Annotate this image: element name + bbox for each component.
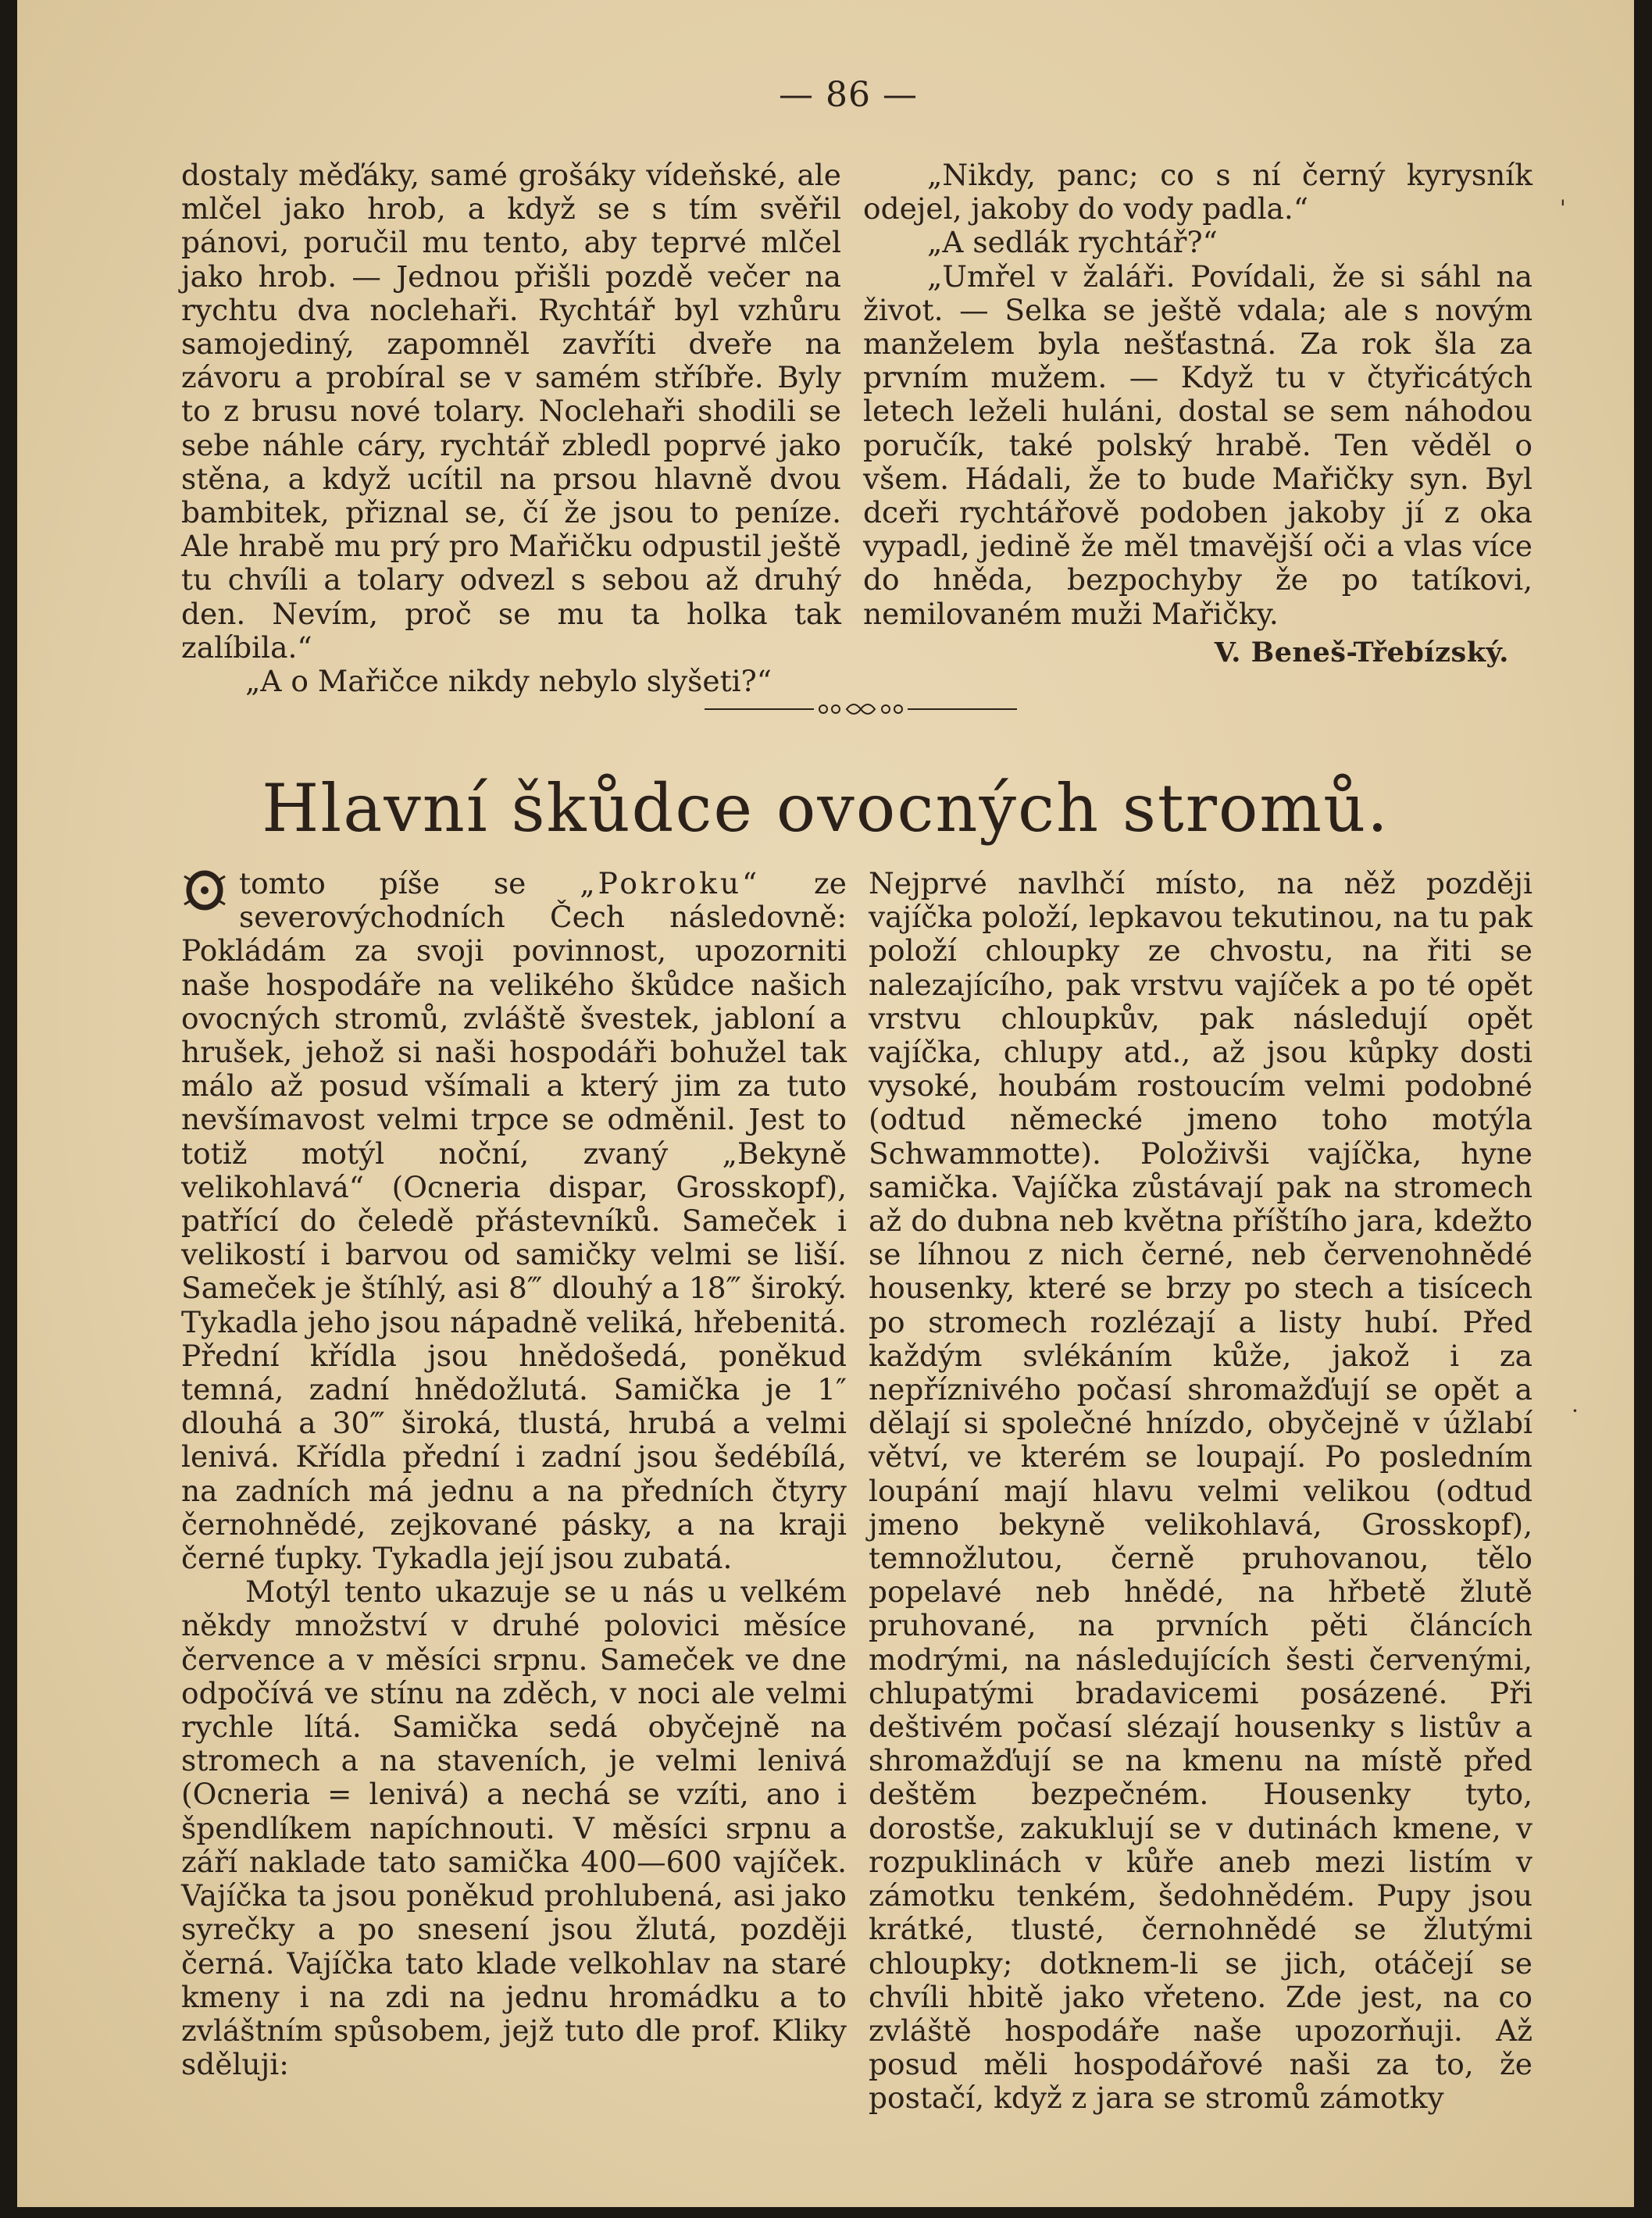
story-paragraph: „Umřel v žaláři. Povídali, že si sáhl na život. — Selka se ještě vdala; ale s novým manželem byla nešťastná. Za rok šla za prvním mužem. — Když tu v čtyřicátých letech leželi huláni, dostal se sem náhodou poručík, také polský hrabě. Ten věděl o všem. Hádali, že to bude Mařičky syn. Byl dceři rychtářově podoben jakoby jí z oka vypadl, jedině že měl tmavější oči a vlas více do hněda, bezpochyby že po tatíkovi, nemilovaném muži Mařičky. bbox=[863, 259, 1532, 631]
page-edge-speck: · bbox=[1572, 1398, 1579, 1424]
story-paragraph: „Nikdy, panc; co s ní černý kyrysník odejel, jakoby do vody padla.“ bbox=[863, 158, 1532, 226]
article-paragraph: Motýl tento ukazuje se u nás u velkém někdy množství v druhé polovici měsíce července a v měsíci srpnu. Sameček ve dne odpočívá ve stínu na zděch, v noci ale velmi rychle lítá. Samička sedá obyčejně na stromech a na staveních, je velmi lenivá (Ocneria = lenivá) a nechá se vzíti, ano i špendlíkem napíchnouti. V měsíci srpnu a září naklade tato samička 400—600 vajíček. Vajíčka ta jsou poněkud prohlubená, asi jako syrečky a po snesení jsou žlutá, později černá. Vajíčka tato klade velkohlav na staré kmeny i na zdi na jednu hromádku a to zvláštním spůsobem, jejž tuto dle prof. Kliky sděluji: bbox=[181, 1574, 847, 2082]
article-intro-text: tomto píše se bbox=[239, 866, 580, 900]
article-left-column bbox=[181, 867, 847, 2081]
article-paragraph: Nejprvé navlhčí místo, na něž později vajíčka položí, lepkavou tekutinou, na tu pak položí chloupky ze chvostu, na řiti se nalezajícího, pak vrstvu vajíček a po té opět vrstvu chloupkův, pak následují opět vajíčka, chlupy atd., až jsou kůpky dosti vysoké, houbám rostoucím velmi podobné (odtud německé jmeno toho motýla Schwammotte). Položivši vajíčka, hyne samička. Vajíčka zůstávají pak na stromech až do dubna neb května příštího jara, kdežto se líhnou z nich černé, neb červenohnědé housenky, které se brzy po stech a tisícech po stromech rozlézají a listy hubí. Před každým svlékáním kůže, jakož i za nepříznivého počasí shromažďují se opět a dělají si společné hnízdo, obyčejně v úžlabí větví, ve kterém se loupají. Po posledním loupání mají hlavu velmi velikou (odtud jmeno bekyně velikohlavá, Grosskopf), temnožlutou, černě pruhovanou, tělo popelavé neb hnědé, na hřbetě žlutě pruhované, na prvních pěti článcích modrými, na následujících šesti červenými, chlupatými bradavicemi posázené. Při deštivém počasí slézají housenky s listův a shromažďují se na kmenu na místě před deštěm bezpečném. Housenky tyto, dorostše, zakuklují se v dutinách kmene, v rozpuklinách v kůře aneb mezi listím v zámotku tenkém, šedohnědém. Pupy jsou krátké, tlusté, černohnědé se žlutými chloupky; dotknem-li se jich, otáčejí se chvíli hbitě jako vřeteno. Zde jest, na co zvláště hospodáře naše upozorňuji. Až posud měli hospodářové naši za to, že postačí, když z jara se stromů zámotky bbox=[869, 866, 1532, 2116]
source-name: „Pokroku“ bbox=[580, 866, 761, 900]
article-intro-continuation: ze severovýchodních Čech následovně: Pokládám za svoji povinnost, upozorniti naše hospodáře na velikého škůdce našich ovocných stromů, zvláště švestek, jabloní a hrušek, jehož si naši hospodáři bohužel tak málo až posud všímali a který jim za tuto nevšímavost velmi trpce se odměnil. Jest to totiž motýl noční, zvaný „Bekyně velikohlavá“ (Ocneria dispar, Grosskopf), patřící do čeledě přástevníků. Sameček i velikostí i barvou od samičky velmi se liší. Sameček je štíhlý, asi 8‴ dlouhý a 18‴ široký. Tykadla jeho jsou nápadně veliká, hřebenitá. Přední křídla jsou hnědošedá, poněkud temná, zadní hnědožlutá. Samička je 1″ dlouhá a 30‴ široká, tlustá, hrubá a velmi lenivá. Křídla přední i zadní jsou šedébílá, na zadních má jednu a na předních čtyry černohnědé, zejkované pásky, a na kraji černé ťupky. Tykadla její jsou zubatá. bbox=[181, 866, 847, 1576]
story-left-column bbox=[181, 159, 841, 698]
article-title: Hlavní škůdce ovocných stromů. bbox=[262, 770, 1390, 847]
story-paragraph: „A sedlák rychtář?“ bbox=[927, 225, 1218, 260]
ornamental-divider bbox=[705, 697, 1017, 721]
page-edge-speck: ' bbox=[1560, 195, 1566, 221]
story-paragraph: dostaly měďáky, samé grošáky vídeňské, ale mlčel jako hrob, a když se s tím svěřil pánovi, poručil mu tento, aby teprvé mlčel jako hrob. — Jednou přišli pozdě večer na rychtu dva noclehaři. Rychtář byl vzhůru samojediný, zapomněl zavříti dveře na závoru a probíral se v samém stříbře. Byly to z brusu nové tolary. Noclehaři shodili se sebe náhle cáry, rychtář zbledl poprvé jako stěna, a když ucítil na prsou hlavně dvou bambitek, přiznal se, čí že jsou to peníze. Ale hrabě mu prý pro Mařičku odpustil ještě tu chvíli a tolary odvezl s sebou až druhý den. Nevím, proč se mu ta holka tak zalíbila.“ bbox=[181, 158, 841, 665]
article-right-column bbox=[869, 867, 1532, 2116]
story-right-column bbox=[863, 159, 1532, 669]
ornamental-initial-o-icon bbox=[181, 868, 228, 912]
author-signature: V. Beneš-Třebízský. bbox=[1214, 636, 1509, 669]
article-paragraph bbox=[181, 867, 847, 1575]
story-paragraph: „A o Mařičce nikdy nebylo slyšeti?“ bbox=[245, 664, 772, 699]
page-number: — 86 — bbox=[779, 75, 918, 115]
book-page bbox=[17, 0, 1634, 2207]
